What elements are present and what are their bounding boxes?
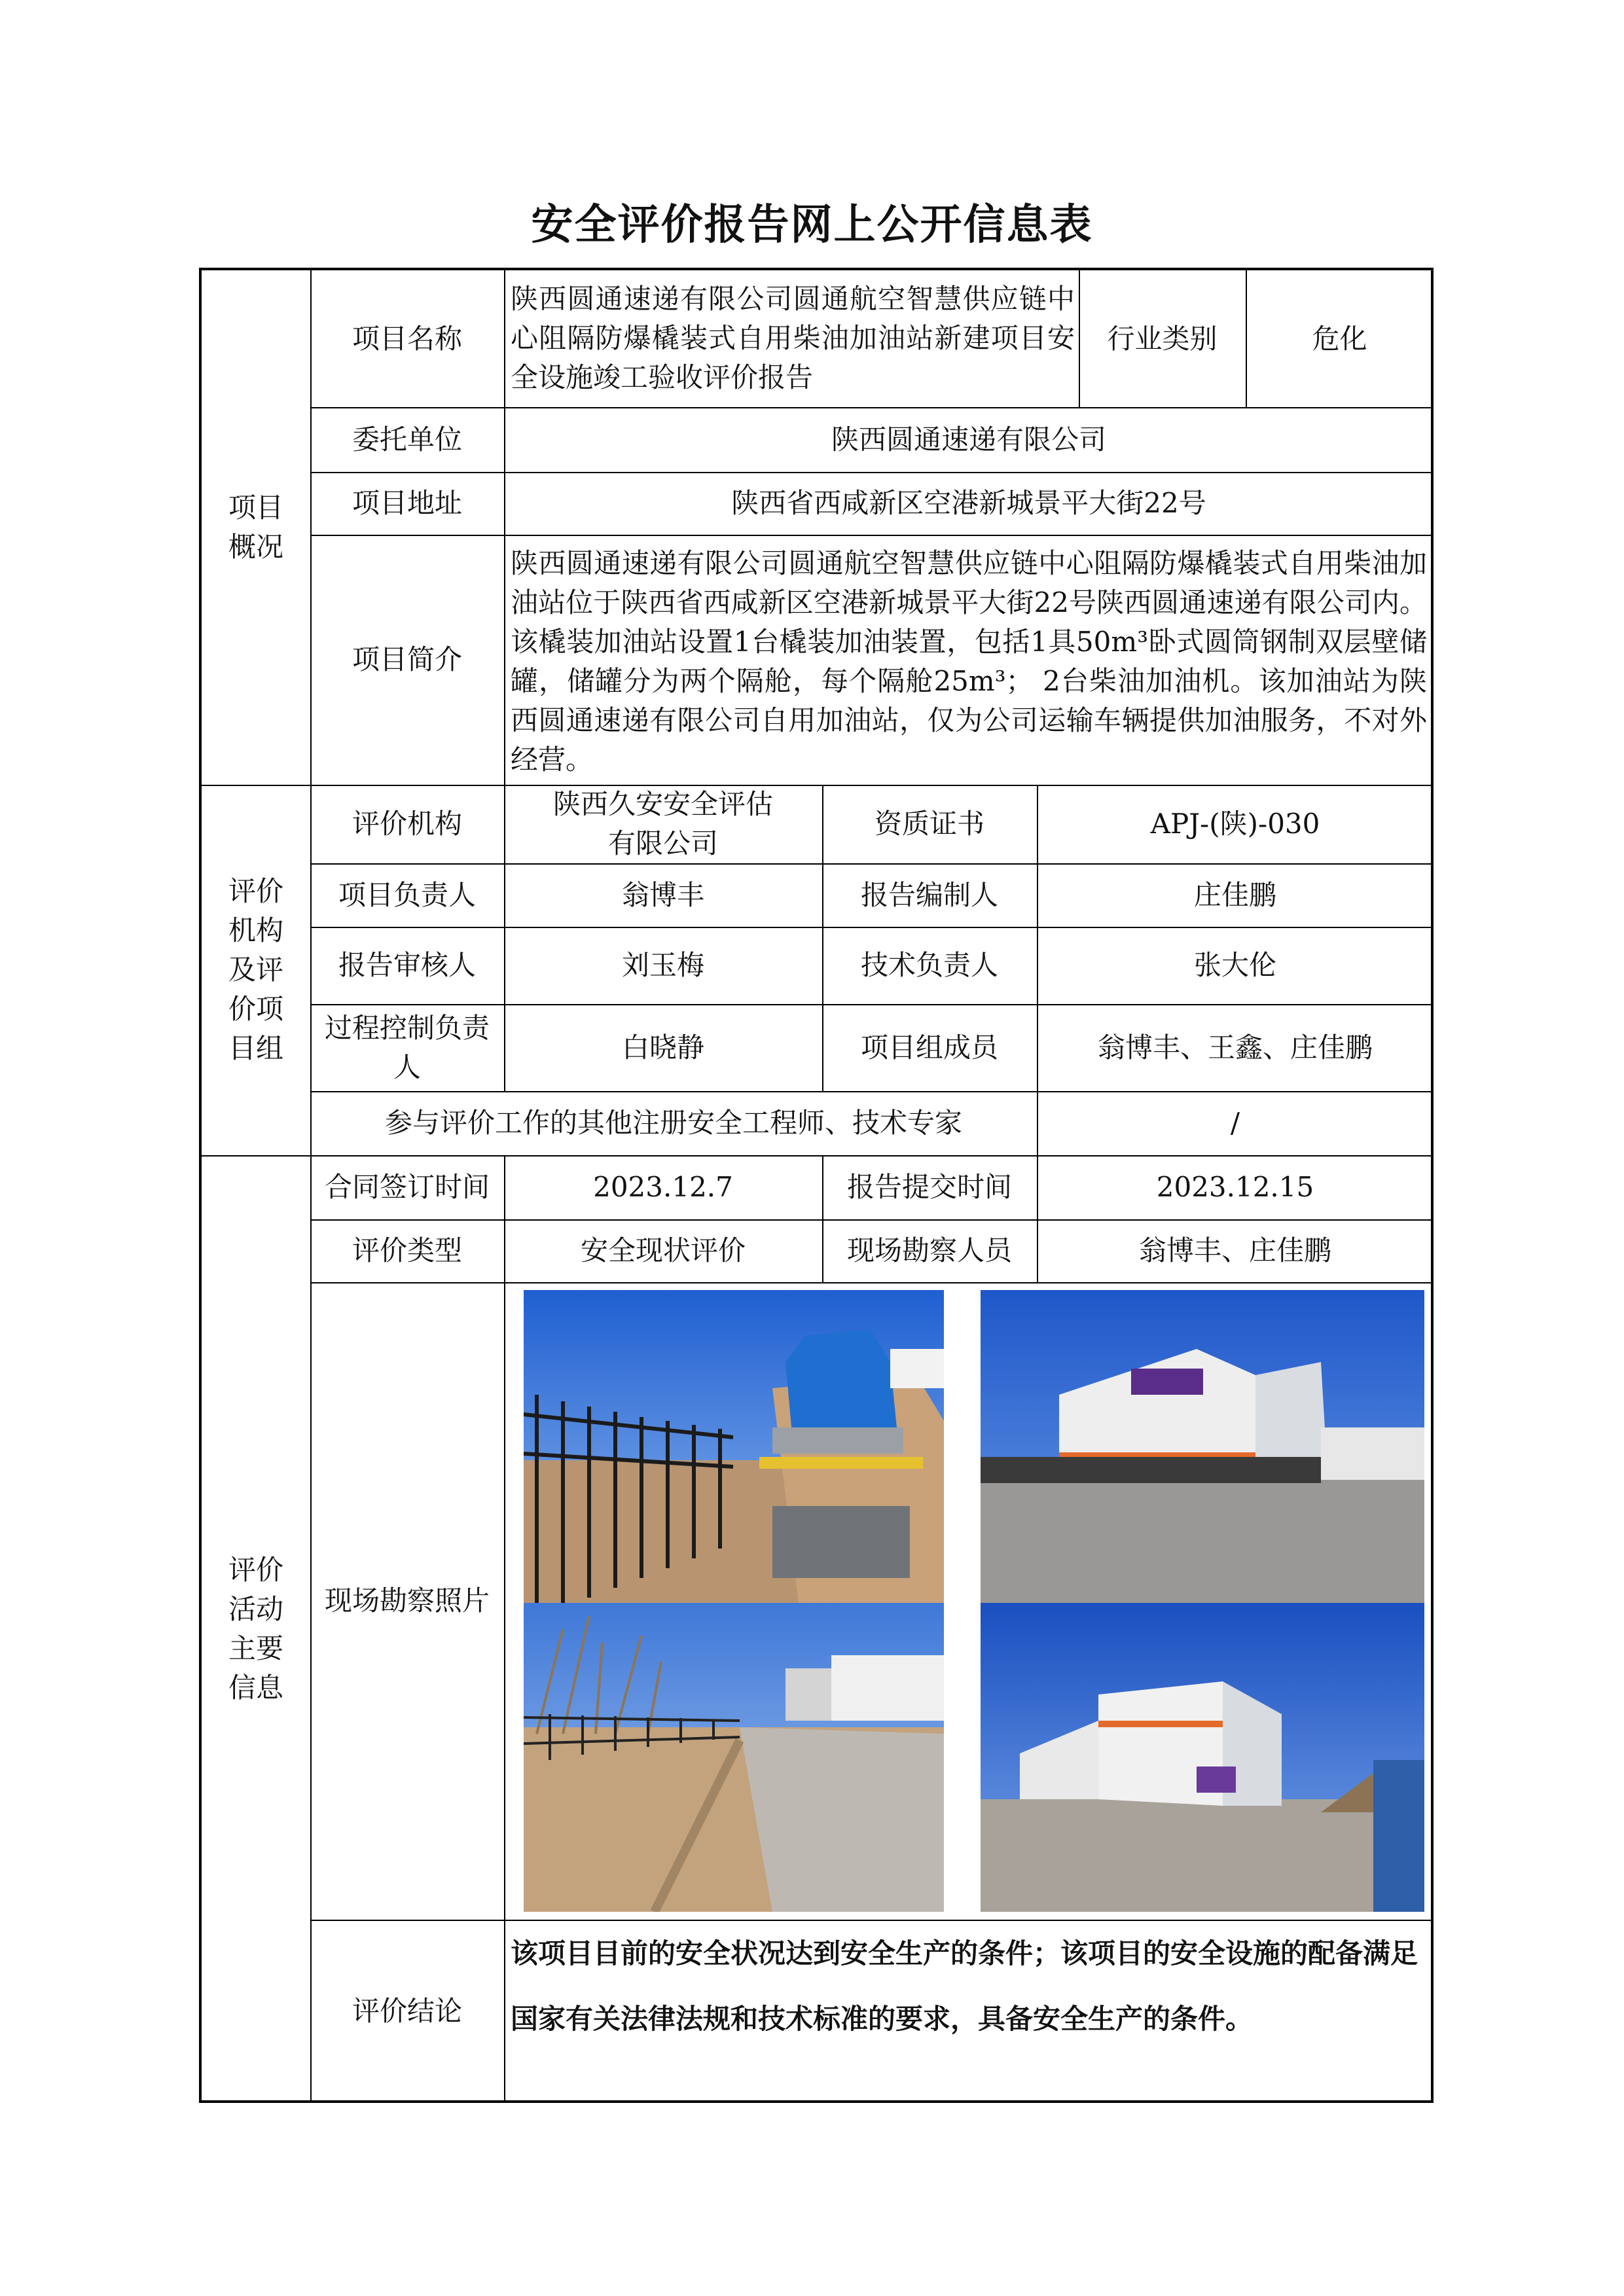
- photos-label: 现场勘察照片: [324, 1585, 490, 1617]
- members-label: 项目组成员: [860, 1031, 998, 1064]
- submit-date-value: 2023.12.15: [1156, 1171, 1314, 1203]
- section-activity-info: 评价活动主要信息: [228, 1554, 283, 1704]
- lead-value: 翁博丰: [621, 878, 704, 911]
- eval-type-value: 安全现状评价: [580, 1234, 746, 1266]
- lead-label: 项目负责人: [338, 878, 476, 911]
- other-experts-value: /: [1230, 1107, 1240, 1139]
- author-value: 庄佳鹏: [1193, 878, 1276, 911]
- other-experts-label: 参与评价工作的其他注册安全工程师、技术专家: [384, 1107, 962, 1139]
- cert-value: APJ-(陕)-030: [1150, 808, 1320, 840]
- author-label: 报告编制人: [860, 878, 998, 911]
- page-title: 安全评价报告网上公开信息表: [531, 201, 1093, 249]
- site-photo-building-side: [981, 1603, 1424, 1912]
- contract-date-label: 合同签订时间: [324, 1171, 490, 1203]
- address-value: 陕西省西咸新区空港新城景平大街22号: [731, 487, 1206, 519]
- reviewer-value: 刘玉梅: [621, 949, 704, 981]
- summary-label: 项目简介: [352, 643, 462, 675]
- conclusion-value: 该项目目前的安全状况达到安全生产的条件；该项目的安全设施的配备满足国家有关法律法规和技术标准的要求，具备安全生产的条件。: [511, 1937, 1418, 2035]
- eval-type-label: 评价类型: [352, 1234, 462, 1266]
- submit-date-label: 报告提交时间: [846, 1171, 1012, 1203]
- site-photo-building-front: [981, 1290, 1424, 1603]
- cert-label: 资质证书: [874, 808, 984, 840]
- info-table: [199, 268, 1434, 2103]
- tech-lead-value: 张大伦: [1193, 949, 1276, 981]
- project-name-label: 项目名称: [352, 322, 462, 355]
- summary-value: 陕西圆通速递有限公司圆通航空智慧供应链中心阻隔防爆橇装式自用柴油加油站位于陕西省西咸新区空港新城景平大街22号陕西圆通速递有限公司内。该橇装加油站设置1台橇装加油装置，包括1具50m³卧式圆筒钢制双层壁储罐，储罐分为两个隔舱，每个隔舱25m³； 2台柴油加油机。该加油站为陕西圆通速递有限公司自用加油站，仅为公司运输车辆提供加油服务，不对外经营。: [511, 547, 1427, 776]
- industry-value: 危化: [1312, 322, 1367, 355]
- org-label: 评价机构: [352, 808, 462, 840]
- client-value: 陕西圆通速递有限公司: [831, 423, 1106, 456]
- project-name-value: 陕西圆通速递有限公司圆通航空智慧供应链中心阻隔防爆橇装式自用柴油加油站新建项目安全设施竣工验收评价报告: [511, 283, 1075, 393]
- section-evaluation-team: 评价机构及评价项目组: [228, 875, 283, 1064]
- industry-label: 行业类别: [1107, 322, 1218, 355]
- site-photo-road-fence: [524, 1603, 944, 1912]
- address-label: 项目地址: [352, 487, 462, 519]
- conclusion-label: 评价结论: [352, 1995, 462, 2027]
- client-label: 委托单位: [352, 423, 462, 456]
- site-photo-tank-fence: [524, 1290, 944, 1603]
- survey-staff-label: 现场勘察人员: [846, 1234, 1012, 1266]
- survey-staff-value: 翁博丰、庄佳鹏: [1138, 1234, 1331, 1266]
- process-lead-label: 过程控制负责人: [324, 1011, 490, 1083]
- contract-date-value: 2023.12.7: [593, 1171, 733, 1203]
- tech-lead-label: 技术负责人: [860, 949, 998, 981]
- org-value: 陕西久安安全评估有限公司: [552, 788, 773, 859]
- members-value: 翁博丰、王鑫、庄佳鹏: [1097, 1031, 1373, 1064]
- process-lead-value: 白晓静: [621, 1031, 704, 1064]
- reviewer-label: 报告审核人: [338, 949, 476, 981]
- section-project-overview: 项目概况: [228, 492, 283, 563]
